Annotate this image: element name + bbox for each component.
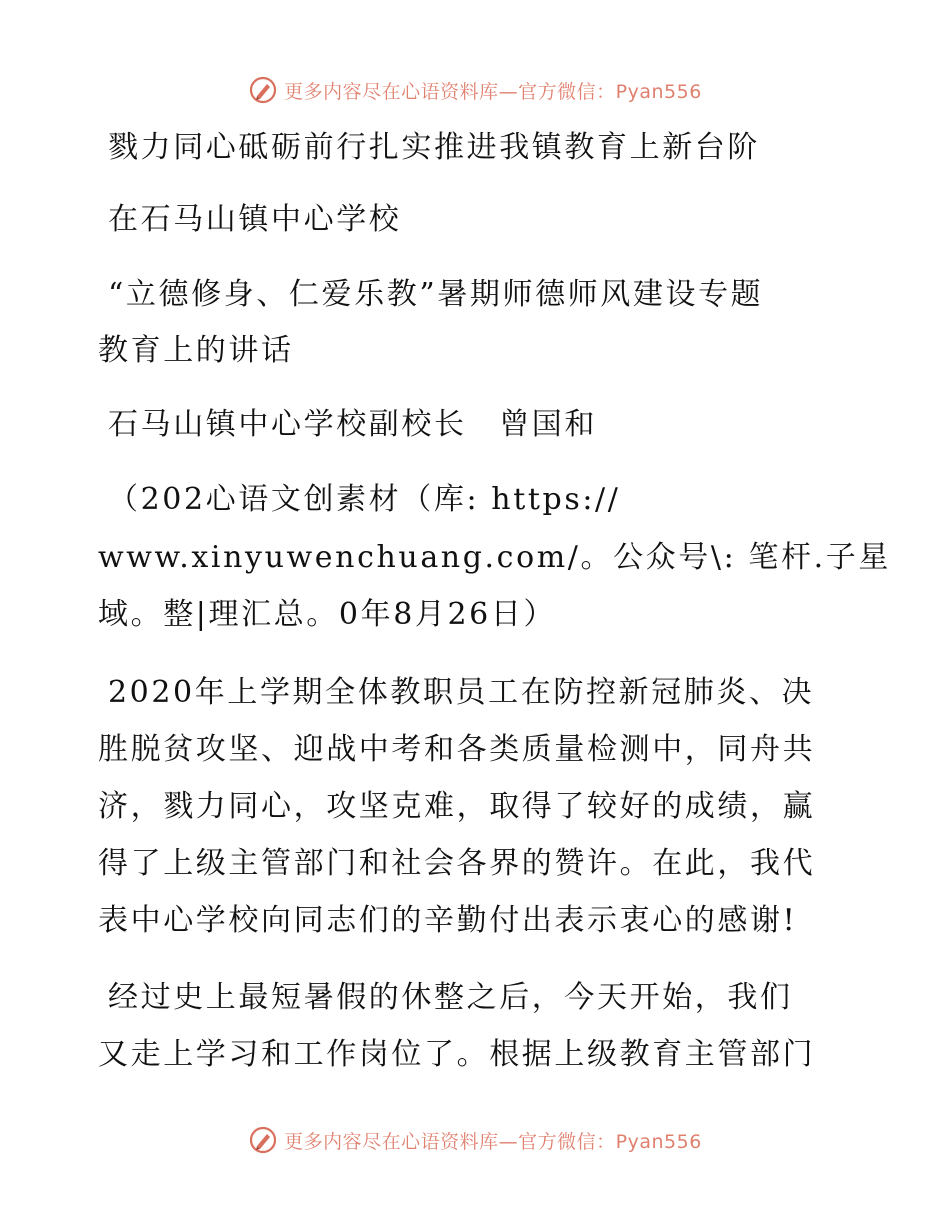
document-title: 戮力同心砥砺前行扎实推进我镇教育上新台阶 [108,130,760,165]
paragraph1-line5: 表中心学校向同志们的辛勤付出表示衷心的感谢! [98,903,798,938]
paragraph1-line1: 2020年上学期全体教职员工在防控新冠肺炎、决 [108,675,815,710]
paragraph2-line1: 经过史上最短暑假的休整之后，今天开始，我们 [108,980,793,1015]
paragraph1-line4: 得了上级主管部门和社会各界的赞许。在此，我代 [98,846,816,881]
source-line1: （202心语文创素材（库: https:// [108,482,621,517]
source-line2: www.xinyuwenchuang.com/。公众号\: 笔杆.子星 [98,540,891,575]
paragraph1-line3: 济，戮力同心，攻坚克难，取得了较好的成绩，赢 [98,789,816,824]
paragraph1-line2: 胜脱贫攻坚、迎战中考和各类质量检测中，同舟共 [98,732,816,767]
document-subtitle-line1: “立德修身、仁爱乐教”暑期师德师风建设专题 [108,277,764,312]
document-subtitle-line2: 教育上的讲话 [98,333,294,368]
source-line3: 域。整|理汇总。0年8月26日） [98,597,557,632]
watermark-text: 更多内容尽在心语资料库—官方微信：Pyan556 [284,1130,702,1153]
paragraph2-line2: 又走上学习和工作岗位了。根据上级教育主管部门 [98,1037,816,1072]
pen-logo-icon [248,1125,278,1155]
watermark-text: 更多内容尽在心语资料库—官方微信：Pyan556 [284,80,702,103]
document-speaker: 石马山镇中心学校副校长 曾国和 [108,407,597,442]
watermark-banner-top [0,70,950,110]
watermark-banner-bottom [0,1120,950,1160]
document-venue: 在石马山镇中心学校 [108,202,402,237]
pen-logo-icon [248,75,278,105]
